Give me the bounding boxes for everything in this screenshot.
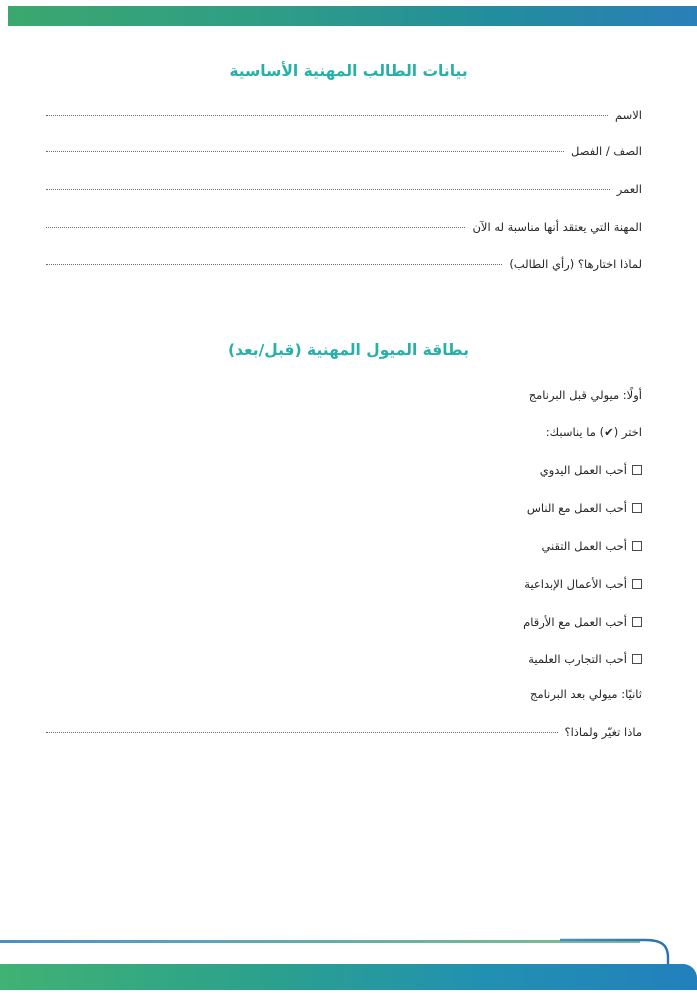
checklist-item-label: أحب العمل التقني xyxy=(541,539,627,553)
top-decorative-banner xyxy=(8,6,697,26)
form-row-reason-chosen xyxy=(46,257,642,271)
checklist-item-label: أحب العمل اليدوي xyxy=(539,463,627,477)
field-label-suitable-profession: المهنة التي يعتقد أنها مناسبة له الآن xyxy=(472,220,642,234)
footer-decorative-bar xyxy=(0,964,697,990)
page-title-basic-data: بيانات الطالب المهنية الأساسية xyxy=(229,62,468,80)
field-label-grade-class: الصف / الفصل xyxy=(571,144,642,158)
checklist-item-label: أحب العمل مع الأرقام xyxy=(523,615,627,629)
instruction-choose-suitable: اختر (✔) ما يناسبك: xyxy=(545,425,642,439)
checklist-item-work-with-numbers[interactable] xyxy=(523,615,642,629)
dotted-leader-what-changed xyxy=(46,731,558,733)
checklist-item-label: أحب الأعمال الإبداعية xyxy=(524,577,627,591)
dotted-leader-grade-class xyxy=(46,150,564,152)
dotted-leader-suitable-profession xyxy=(46,226,465,228)
checkbox-icon[interactable] xyxy=(632,465,642,475)
checklist-item-label: أحب التجارب العلمية xyxy=(528,652,627,666)
field-label-name: الاسم xyxy=(614,108,642,122)
dotted-leader-name xyxy=(46,114,608,116)
heading-before-program: أولًا: ميولي قبل البرنامج xyxy=(528,388,642,402)
checklist-item-label: أحب العمل مع الناس xyxy=(526,501,627,515)
dotted-leader-reason-chosen xyxy=(46,263,502,265)
form-row-name xyxy=(46,108,642,122)
form-row-age xyxy=(46,182,642,196)
checkbox-icon[interactable] xyxy=(632,617,642,627)
field-label-reason-chosen: لماذا اختارها؟ (رأي الطالب) xyxy=(509,257,642,271)
form-row-suitable-profession xyxy=(46,220,642,234)
checkbox-icon[interactable] xyxy=(632,579,642,589)
field-label-age: العمر xyxy=(616,182,642,196)
checklist-item-scientific-experiments[interactable] xyxy=(528,652,642,666)
checkbox-icon[interactable] xyxy=(632,541,642,551)
heading-after-program: ثانيًا: ميولي بعد البرنامج xyxy=(530,687,642,701)
form-row-grade-class xyxy=(46,144,642,158)
checkbox-icon[interactable] xyxy=(632,654,642,664)
field-label-what-changed: ماذا تغيّر ولماذا؟ xyxy=(564,725,642,739)
page-title-interest-card: بطاقة الميول المهنية (قبل/بعد) xyxy=(228,341,469,359)
form-row-what-changed xyxy=(46,725,642,739)
checklist-item-technical-work[interactable] xyxy=(541,539,642,553)
dotted-leader-age xyxy=(46,188,610,190)
checkbox-icon[interactable] xyxy=(632,503,642,513)
checklist-item-creative-work[interactable] xyxy=(524,577,642,591)
checklist-item-manual-work[interactable] xyxy=(540,463,642,477)
footer-thin-line xyxy=(0,940,640,943)
checklist-item-work-with-people[interactable] xyxy=(527,501,642,515)
